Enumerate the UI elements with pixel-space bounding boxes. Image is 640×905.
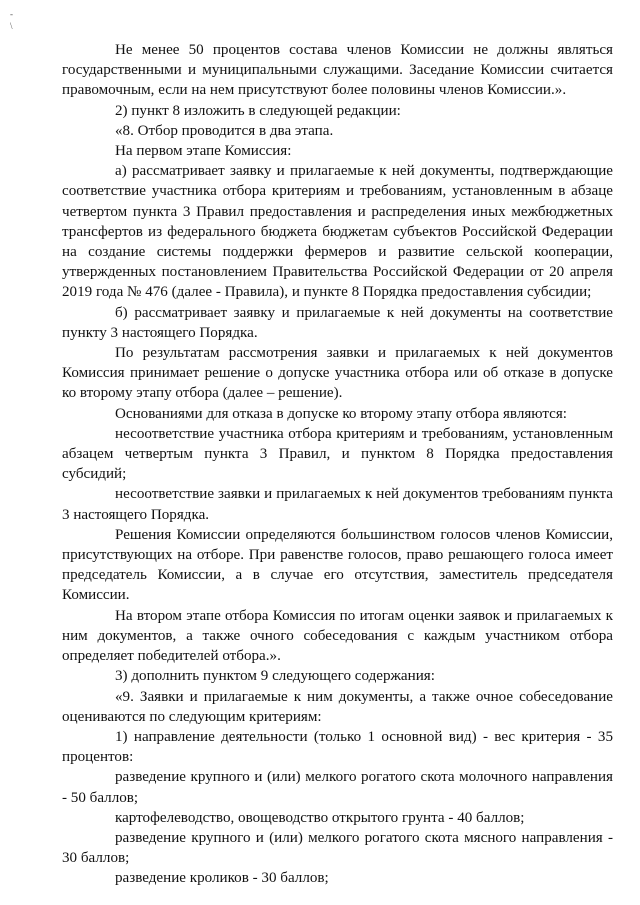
paragraph-refusal-grounds: Основаниями для отказа в допуске ко второму этапу отбора являются: (115, 405, 567, 422)
paragraph-point-8: «8. Отбор проводится в два этапа. (115, 122, 334, 139)
scan-corner-mark: - \ (10, 9, 13, 31)
paragraph-rabbits: разведение кроликов - 30 баллов; (115, 870, 329, 887)
document-body (62, 40, 613, 889)
paragraph-dairy-cattle: разведение крупного и (или) мелкого рогатого скота молочного направления - 50 баллов; (62, 769, 613, 806)
paragraph-first-stage: На первом этапе Комиссия: (115, 143, 292, 160)
paragraph-refusal-ground-2: несоответствие заявки и прилагаемых к ней документов требованиям пункта 3 настоящего Порядка. (62, 486, 613, 523)
paragraph-item-2: 2) пункт 8 изложить в следующей редакции: (115, 102, 401, 119)
paragraph-meat-cattle: разведение крупного и (или) мелкого рогатого скота мясного направления - 30 баллов; (62, 829, 613, 867)
paragraph-second-stage: На втором этапе отбора Комиссия по итогам оценки заявок и прилагаемых к ним документов, а также очного собеседования с каждым участником отбора определяет победителей отбора.». (62, 607, 613, 665)
paragraph-item-3: 3) дополнить пунктом 9 следующего содержания: (115, 668, 435, 685)
paragraph-decisions: Решения Комиссии определяются большинством голосов членов Комиссии, присутствующих на отборе. При равенстве голосов, право решающего голоса имеет председатель Комиссии, а в случае его отсутствия, заместитель председателя Комиссии. (62, 526, 613, 604)
paragraph-point-9: «9. Заявки и прилагаемые к ним документы, а также очное собеседование оцениваются по следующим критериям: (62, 688, 613, 725)
paragraph-potato-vegetables: картофелеводство, овощеводство открытого грунта - 40 баллов; (115, 809, 525, 826)
paragraph-commission-composition: Не менее 50 процентов состава членов Комиссии не должны являться государственными и муниципальными служащими. Заседание Комиссии считается правомочным, если на нем присутствуют более половины членов Комиссии.». (62, 42, 613, 99)
paragraph-sub-b: б) рассматривает заявку и прилагаемые к ней документы на соответствие пункту 3 настоящего Порядка. (62, 304, 613, 341)
paragraph-refusal-ground-1: несоответствие участника отбора критериям и требованиям, установленным абзацем четвертым пункта 3 Правил, и пунктом 8 Порядка предоставления субсидий; (62, 425, 613, 483)
paragraph-sub-a: а) рассматривает заявку и прилагаемые к ней документы, подтверждающие соответствие участника отбора критериям и требованиям, установленным в абзаце четвертом пункта 3 Правил предоставления и распределения иных межбюджетных трансфертов из федерального бюджета бюджетам субъектов Российской Федерации на создание системы поддержки фермеров и развитие сельской кооперации, утвержденных постановлением Правительства Российской Федерации от 20 апреля 2019 года № 476 (далее - Правила), и пункте 8 Порядка предоставления субсидии; (62, 163, 613, 301)
paragraph-criterion-1: 1) направление деятельности (только 1 основной вид) - вес критерия - 35 процентов: (62, 728, 613, 766)
paragraph-review-results: По результатам рассмотрения заявки и прилагаемых к ней документов Комиссия принимает решение о допуске участника отбора или об отказе в допуске ко второму этапу отбора (далее – решение). (62, 345, 613, 402)
